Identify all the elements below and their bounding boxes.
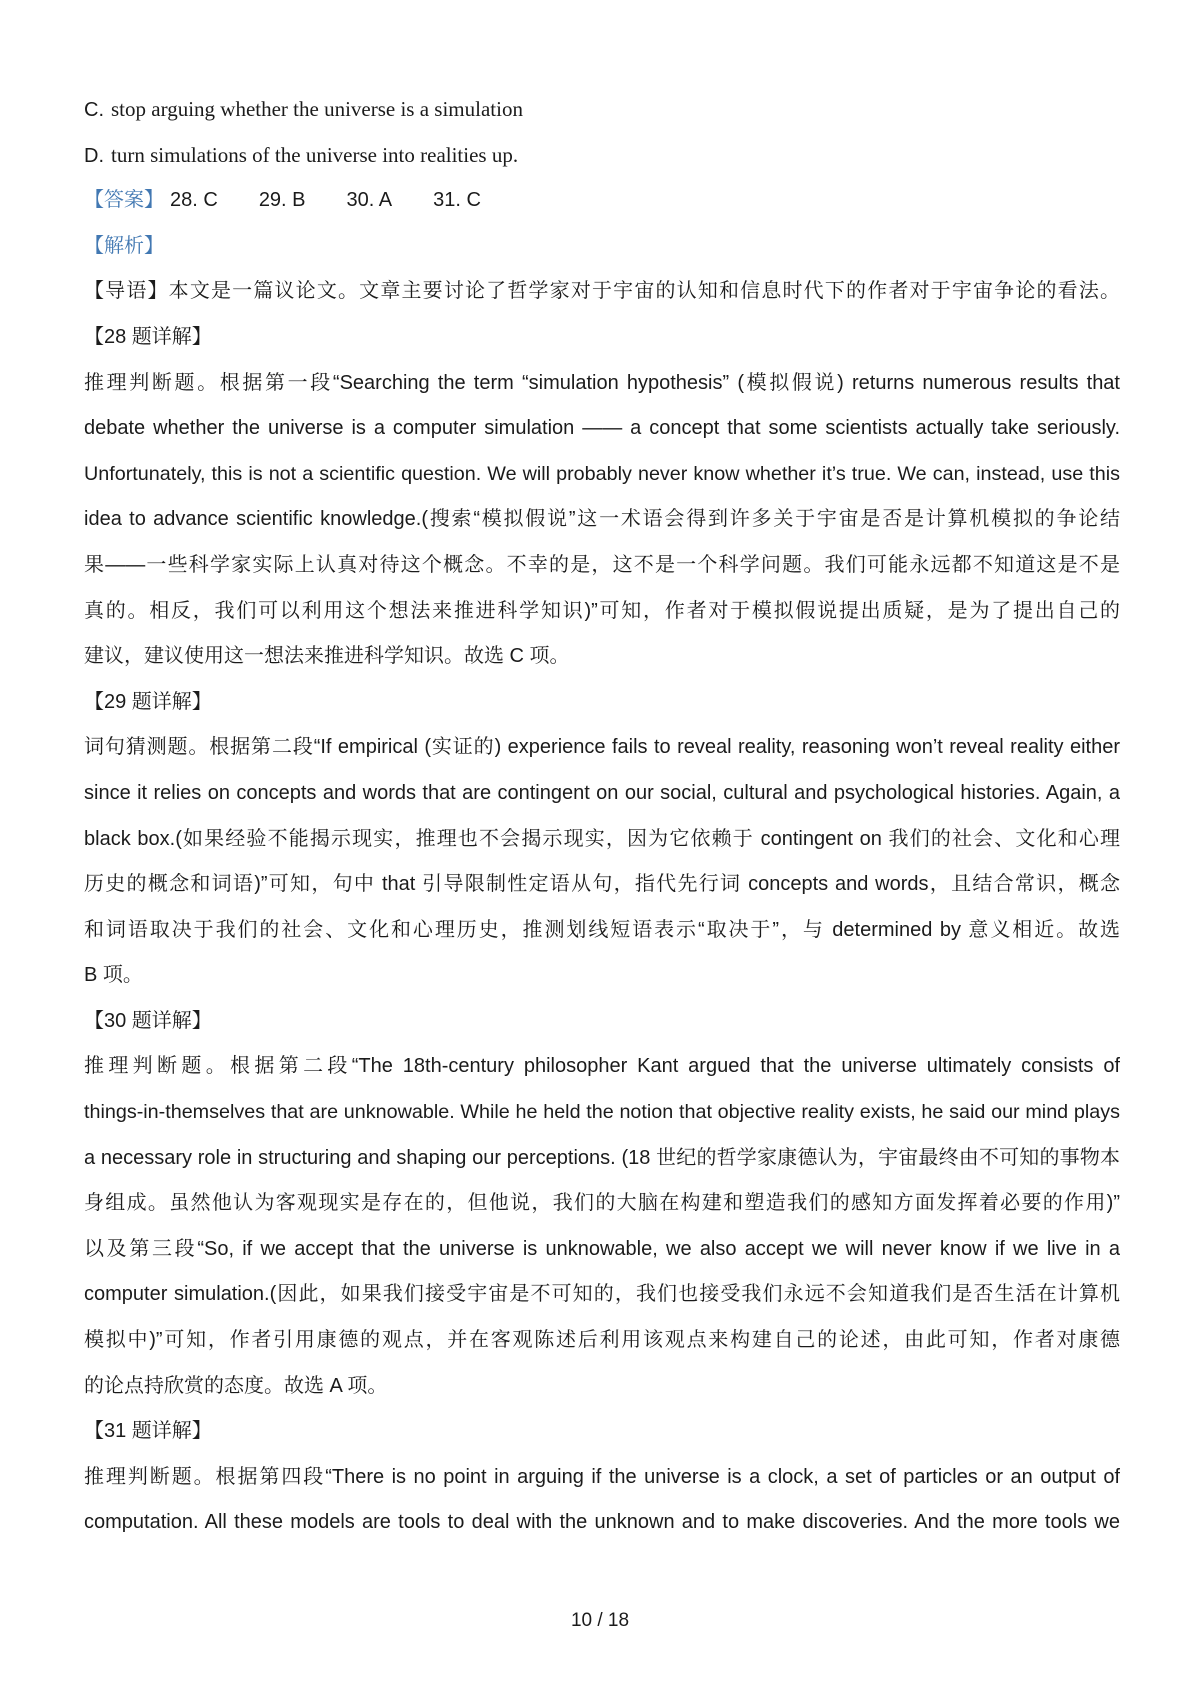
text-line: 真的。相反，我们可以利用这个想法来推进科学知识)”可知，作者对于模拟假说提出质疑，是为了提出自己的	[84, 599, 1120, 622]
intro-line: 【导语】本文是一篇议论文。文章主要讨论了哲学家对于宇宙的认知和信息时代下的作者对于宇宙争论的看法。	[84, 280, 1120, 303]
text-line: a necessary role in structuring and shaping our perceptions. (18 世纪的哲学家康德认为，宇宙最终由不可知的事物本	[84, 1146, 1120, 1169]
text-line: 模拟中)”可知，作者引用康德的观点，并在客观陈述后利用该观点来构建自己的论述，由此可知，作者对康德	[84, 1329, 1120, 1352]
option-c	[84, 87, 1120, 133]
text-line: Unfortunately, this is not a scientific question. We will probably never know whether it’s true. We can, instead, use this	[84, 462, 1120, 485]
section-heading-28: 【28 题详解】	[84, 325, 212, 348]
text-line: 建议，建议使用这一想法来推进科学知识。故选 C 项。	[84, 645, 570, 668]
text-line: 词句猜测题。根据第二段“If empirical (实证的) experience fails to reveal reality, reasoning won’t reveal reality either	[84, 736, 1120, 759]
text-line: black box.(如果经验不能揭示现实，推理也不会揭示现实，因为它依赖于 contingent on 我们的社会、文化和心理	[84, 827, 1120, 850]
text-line: idea to advance scientific knowledge.(搜索“模拟假说”这一术语会得到许多关于宇宙是否是计算机模拟的争论结	[84, 508, 1120, 531]
text-line: 果——一些科学家实际上认真对待这个概念。不幸的是，这不是一个科学问题。我们可能永远都不知道这是不是	[84, 553, 1120, 576]
text-line: 的论点持欣赏的态度。故选 A 项。	[84, 1374, 388, 1397]
text-line: 历史的概念和词语)”可知，句中 that 引导限制性定语从句，指代先行词 concepts and words，且结合常识，概念	[84, 873, 1120, 896]
answer-row	[84, 178, 1120, 224]
answer-item-29: 29. B	[258, 189, 306, 212]
answer-item-28: 28. C	[170, 189, 218, 212]
text-line: 推理判断题。根据第二段“The 18th-century philosopher Kant argued that the universe ultimately consists of	[84, 1055, 1120, 1078]
text-line: computer simulation.(因此，如果我们接受宇宙是不可知的，我们也接受我们永远不会知道我们是否生活在计算机	[84, 1283, 1120, 1306]
analysis-label-row	[84, 224, 1120, 270]
text-line: B 项。	[84, 964, 143, 987]
text-line: since it relies on concepts and words that are contingent on our social, cultural and psychological histories. Again, a	[84, 781, 1120, 804]
section-heading-31: 【31 题详解】	[84, 1420, 212, 1443]
text-line: 推理判断题。根据第一段“Searching the term “simulation hypothesis” (模拟假说) returns numerous results that	[84, 371, 1120, 394]
text-line: 身组成。虽然他认为客观现实是存在的，但他说，我们的大脑在构建和塑造我们的感知方面发挥着必要的作用)”	[84, 1192, 1120, 1215]
text-line: 和词语取决于我们的社会、文化和心理历史，推测划线短语表示“取决于”，与 determined by 意义相近。故选	[84, 918, 1120, 941]
answer-label: 【答案】	[84, 189, 164, 212]
answer-item-30: 30. A	[346, 189, 393, 212]
option-d	[84, 133, 1120, 179]
option-c-letter: C.	[84, 99, 104, 121]
analysis-label: 【解析】	[84, 234, 164, 257]
option-d-text: turn simulations of the universe into realities up.	[111, 142, 519, 167]
text-line: things-in-themselves that are unknowable. While he held the notion that objective reality exists, he said our mind plays	[84, 1101, 1120, 1124]
option-d-letter: D.	[84, 144, 104, 167]
answer-item-31: 31. C	[433, 189, 481, 212]
section-heading-29: 【29 题详解】	[84, 690, 212, 713]
text-line: debate whether the universe is a computer simulation —— a concept that some scientists actually take seriously.	[84, 417, 1120, 440]
text-line: computation. All these models are tools to deal with the unknown and to make discoveries. And the more tools we	[84, 1511, 1120, 1534]
option-c-text: stop arguing whether the universe is a simulation	[111, 97, 523, 121]
text-line: 以及第三段“So, if we accept that the universe is unknowable, we also accept we will never know if we live in a	[84, 1237, 1120, 1260]
section-heading-30: 【30 题详解】	[84, 1009, 212, 1032]
page-number: 10 / 18	[570, 1610, 630, 1631]
text-line: 推理判断题。根据第四段“There is no point in arguing if the universe is a clock, a set of particles or an output of	[84, 1465, 1120, 1488]
